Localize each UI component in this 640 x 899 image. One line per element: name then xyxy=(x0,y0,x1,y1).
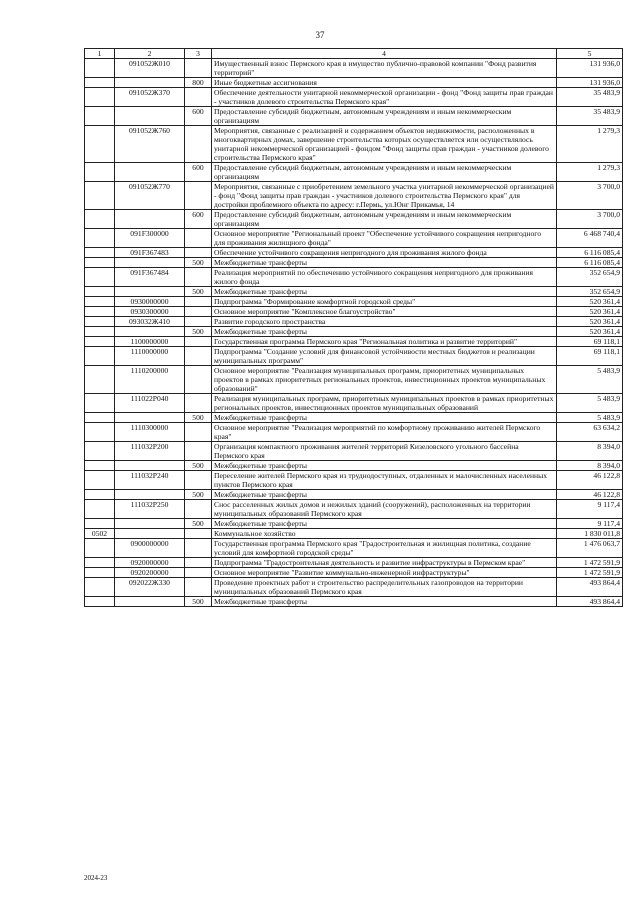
section-code-cell xyxy=(85,442,115,461)
section-code-cell xyxy=(85,490,115,500)
item-name-cell: Обеспечение устойчивого сокращения непригодного для проживания жилого фонда xyxy=(212,248,557,258)
table-row xyxy=(85,366,623,394)
item-name-cell: Мероприятия, связанные с приобретением земельного участка унитарной некоммерческой организацией - фонд "Фонд защиты прав граждан - участников долевого строительства Пермского края" для достройки проблемного объекта по адресу: г.Пермь, ул.Юнг Прикамья, 14 xyxy=(212,182,557,210)
expense-type-cell xyxy=(185,442,212,461)
expense-type-cell xyxy=(185,307,212,317)
expense-type-cell: 600 xyxy=(185,107,212,126)
expense-type-cell: 500 xyxy=(185,258,212,268)
expense-type-cell xyxy=(185,471,212,490)
amount-cell: 131 936,0 xyxy=(557,59,623,78)
amount-cell: 5 483,9 xyxy=(557,366,623,394)
item-name-cell: Развитие городского пространства xyxy=(212,317,557,327)
item-name-cell: Реализация мероприятий по обеспечению устойчивого сокращения непригодного для проживания жилого фонда xyxy=(212,268,557,287)
item-name-cell: Основное мероприятие "Реализация мероприятий по комфортному проживанию жителей Пермского края" xyxy=(212,423,557,442)
amount-cell: 46 122,8 xyxy=(557,471,623,490)
table-row xyxy=(85,258,623,268)
target-code-cell: 0900000000 xyxy=(115,539,185,558)
amount-cell: 3 700,0 xyxy=(557,182,623,210)
target-code-cell: 0920200000 xyxy=(115,568,185,578)
table-row xyxy=(85,210,623,229)
item-name-cell: Подпрограмма "Градостроительная деятельность и развитие инфраструктуры в Пермском крае" xyxy=(212,558,557,568)
header-col-4: 4 xyxy=(212,49,557,59)
amount-cell: 520 361,4 xyxy=(557,317,623,327)
section-code-cell xyxy=(85,539,115,558)
amount-cell: 1 472 591,9 xyxy=(557,568,623,578)
item-name-cell: Проведение проектных работ и строительство распределительных газопроводов на территории муниципальных образований Пермского края xyxy=(212,578,557,597)
item-name-cell: Межбюджетные трансферты xyxy=(212,461,557,471)
table-row xyxy=(85,126,623,163)
section-code-cell xyxy=(85,59,115,78)
amount-cell: 6 116 085,4 xyxy=(557,248,623,258)
expense-type-cell: 600 xyxy=(185,163,212,182)
table-row xyxy=(85,500,623,519)
expense-type-cell xyxy=(185,529,212,539)
item-name-cell: Организация компактного проживания жителей территорий Кизеловского угольного бассейна Пермского края xyxy=(212,442,557,461)
amount-cell: 35 483,9 xyxy=(557,88,623,107)
target-code-cell: 111032P200 xyxy=(115,442,185,461)
expense-type-cell xyxy=(185,182,212,210)
table-row xyxy=(85,347,623,366)
amount-cell: 352 654,9 xyxy=(557,268,623,287)
amount-cell: 63 634,2 xyxy=(557,423,623,442)
target-code-cell: 1100000000 xyxy=(115,337,185,347)
item-name-cell: Государственная программа Пермского края "Градостроительная и жилищная политика, создание условий для комфортной городской среды" xyxy=(212,539,557,558)
table-row xyxy=(85,229,623,248)
target-code-cell xyxy=(115,519,185,529)
section-code-cell xyxy=(85,519,115,529)
section-code-cell xyxy=(85,317,115,327)
expense-type-cell: 500 xyxy=(185,597,212,607)
table-row xyxy=(85,297,623,307)
item-name-cell: Основное мероприятие "Региональный проект "Обеспечение устойчивого сокращения непригодного для проживания жилищного фонда" xyxy=(212,229,557,248)
section-code-cell xyxy=(85,568,115,578)
section-code-cell xyxy=(85,163,115,182)
table-row xyxy=(85,578,623,597)
item-name-cell: Подпрограмма "Формирование комфортной городской среды" xyxy=(212,297,557,307)
section-code-cell xyxy=(85,88,115,107)
section-code-cell xyxy=(85,268,115,287)
header-col-5: 5 xyxy=(557,49,623,59)
amount-cell: 69 118,1 xyxy=(557,347,623,366)
target-code-cell xyxy=(115,413,185,423)
expense-type-cell: 500 xyxy=(185,287,212,297)
amount-cell: 352 654,9 xyxy=(557,287,623,297)
item-name-cell: Коммунальное хозяйство xyxy=(212,529,557,539)
target-code-cell xyxy=(115,597,185,607)
target-code-cell xyxy=(115,163,185,182)
target-code-cell: 092022Ж330 xyxy=(115,578,185,597)
section-code-cell xyxy=(85,337,115,347)
amount-cell: 3 700,0 xyxy=(557,210,623,229)
expense-type-cell xyxy=(185,229,212,248)
item-name-cell: Реализация муниципальных программ, приоритетных муниципальных проектов в рамках приоритетных региональных проектов, инвестиционных проектов муниципальных образований xyxy=(212,394,557,413)
amount-cell: 9 117,4 xyxy=(557,500,623,519)
target-code-cell xyxy=(115,490,185,500)
expense-type-cell xyxy=(185,394,212,413)
item-name-cell: Основное мероприятие "Развитие коммунально-инженерной инфраструктуры" xyxy=(212,568,557,578)
item-name-cell: Межбюджетные трансферты xyxy=(212,327,557,337)
header-col-2: 2 xyxy=(115,49,185,59)
section-code-cell xyxy=(85,327,115,337)
amount-cell: 1 830 011,8 xyxy=(557,529,623,539)
item-name-cell: Обеспечение деятельности унитарной некоммерческой организации - фонд "Фонд защиты прав граждан - участников долевого строительства Пермского края" xyxy=(212,88,557,107)
target-code-cell: 091052Ж770 xyxy=(115,182,185,210)
section-code-cell xyxy=(85,182,115,210)
section-code-cell xyxy=(85,307,115,317)
item-name-cell: Межбюджетные трансферты xyxy=(212,597,557,607)
table-row xyxy=(85,558,623,568)
amount-cell: 1 279,3 xyxy=(557,163,623,182)
section-code-cell xyxy=(85,287,115,297)
table-row xyxy=(85,442,623,461)
table-row xyxy=(85,539,623,558)
amount-cell: 6 468 740,4 xyxy=(557,229,623,248)
table-row xyxy=(85,568,623,578)
item-name-cell: Межбюджетные трансферты xyxy=(212,258,557,268)
target-code-cell xyxy=(115,529,185,539)
amount-cell: 1 279,3 xyxy=(557,126,623,163)
target-code-cell: 091052Ж370 xyxy=(115,88,185,107)
table-row xyxy=(85,413,623,423)
target-code-cell: 111022P040 xyxy=(115,394,185,413)
target-code-cell: 0920000000 xyxy=(115,558,185,568)
section-code-cell xyxy=(85,578,115,597)
expense-type-cell: 600 xyxy=(185,210,212,229)
target-code-cell: 111032P250 xyxy=(115,500,185,519)
item-name-cell: Государственная программа Пермского края "Региональная политика и развитие территорий" xyxy=(212,337,557,347)
expense-type-cell xyxy=(185,578,212,597)
section-code-cell xyxy=(85,297,115,307)
table-row xyxy=(85,182,623,210)
amount-cell: 69 118,1 xyxy=(557,337,623,347)
expense-type-cell xyxy=(185,248,212,258)
expense-type-cell xyxy=(185,297,212,307)
amount-cell: 6 116 085,4 xyxy=(557,258,623,268)
table-body xyxy=(85,59,623,607)
item-name-cell: Межбюджетные трансферты xyxy=(212,490,557,500)
section-code-cell xyxy=(85,413,115,423)
table-row xyxy=(85,59,623,78)
section-code-cell xyxy=(85,461,115,471)
table-row xyxy=(85,307,623,317)
target-code-cell: 1110200000 xyxy=(115,366,185,394)
amount-cell: 520 361,4 xyxy=(557,297,623,307)
footer-code: 2024-23 xyxy=(84,874,108,882)
item-name-cell: Иные бюджетные ассигнования xyxy=(212,78,557,88)
item-name-cell: Основное мероприятие "Комплексное благоустройство" xyxy=(212,307,557,317)
expense-type-cell: 500 xyxy=(185,413,212,423)
expense-type-cell xyxy=(185,347,212,366)
amount-cell: 520 361,4 xyxy=(557,307,623,317)
amount-cell: 46 122,8 xyxy=(557,490,623,500)
expense-type-cell xyxy=(185,423,212,442)
table-row xyxy=(85,490,623,500)
section-code-cell xyxy=(85,258,115,268)
target-code-cell: 111032P240 xyxy=(115,471,185,490)
amount-cell: 8 394,0 xyxy=(557,461,623,471)
table-row xyxy=(85,529,623,539)
expense-type-cell: 800 xyxy=(185,78,212,88)
expense-type-cell xyxy=(185,126,212,163)
target-code-cell: 0930300000 xyxy=(115,307,185,317)
amount-cell: 8 394,0 xyxy=(557,442,623,461)
table-row xyxy=(85,337,623,347)
expense-type-cell xyxy=(185,317,212,327)
section-code-cell xyxy=(85,126,115,163)
table-row xyxy=(85,107,623,126)
expense-type-cell: 500 xyxy=(185,327,212,337)
table-row xyxy=(85,317,623,327)
section-code-cell xyxy=(85,366,115,394)
header-col-1: 1 xyxy=(85,49,115,59)
section-code-cell xyxy=(85,78,115,88)
section-code-cell: 0502 xyxy=(85,529,115,539)
table-row xyxy=(85,287,623,297)
expense-type-cell xyxy=(185,500,212,519)
table-row xyxy=(85,471,623,490)
amount-cell: 5 483,9 xyxy=(557,413,623,423)
item-name-cell: Предоставление субсидий бюджетным, автономным учреждениям и иным некоммерческим организациям xyxy=(212,107,557,126)
amount-cell: 35 483,9 xyxy=(557,107,623,126)
item-name-cell: Переселение жителей Пермского края из труднодоступных, отдаленных и малочисленных населенных пунктов Пермского края xyxy=(212,471,557,490)
section-code-cell xyxy=(85,423,115,442)
target-code-cell: 091052Ж760 xyxy=(115,126,185,163)
item-name-cell: Предоставление субсидий бюджетным, автономным учреждениям и иным некоммерческим организациям xyxy=(212,210,557,229)
expense-type-cell: 500 xyxy=(185,490,212,500)
target-code-cell xyxy=(115,327,185,337)
expense-type-cell xyxy=(185,539,212,558)
expense-type-cell xyxy=(185,59,212,78)
amount-cell: 493 864,4 xyxy=(557,597,623,607)
amount-cell: 520 361,4 xyxy=(557,327,623,337)
expense-type-cell: 500 xyxy=(185,461,212,471)
table-row xyxy=(85,327,623,337)
target-code-cell xyxy=(115,107,185,126)
amount-cell: 493 864,4 xyxy=(557,578,623,597)
target-code-cell: 091F367483 xyxy=(115,248,185,258)
target-code-cell: 0930000000 xyxy=(115,297,185,307)
target-code-cell: 091F300000 xyxy=(115,229,185,248)
target-code-cell: 091F367484 xyxy=(115,268,185,287)
amount-cell: 1 472 591,9 xyxy=(557,558,623,568)
table-row xyxy=(85,423,623,442)
expense-type-cell xyxy=(185,268,212,287)
target-code-cell xyxy=(115,78,185,88)
target-code-cell xyxy=(115,210,185,229)
section-code-cell xyxy=(85,210,115,229)
table-row xyxy=(85,88,623,107)
item-name-cell: Подпрограмма "Создание условий для финансовой устойчивости местных бюджетов и реализации муниципальных программ" xyxy=(212,347,557,366)
section-code-cell xyxy=(85,500,115,519)
expense-type-cell xyxy=(185,366,212,394)
table-row xyxy=(85,248,623,258)
item-name-cell: Межбюджетные трансферты xyxy=(212,287,557,297)
table-row xyxy=(85,78,623,88)
budget-table xyxy=(84,48,623,607)
section-code-cell xyxy=(85,394,115,413)
expense-type-cell xyxy=(185,88,212,107)
page-number: 37 xyxy=(315,30,325,40)
item-name-cell: Снос расселенных жилых домов и нежилых зданий (сооружений), расположенных на территории муниципальных образований Пермского края xyxy=(212,500,557,519)
amount-cell: 1 476 063,7 xyxy=(557,539,623,558)
table-row xyxy=(85,394,623,413)
target-code-cell: 091052Ж010 xyxy=(115,59,185,78)
item-name-cell: Мероприятия, связанные с реализацией и содержанием объектов недвижимости, расположенных в многоквартирных домах, завершение строительства которых осуществляется или осуществлялось унитарной некоммерческой организацией - фондом "Фонд защиты прав граждан - участников долевого строительства Пермского края" xyxy=(212,126,557,163)
target-code-cell: 1110300000 xyxy=(115,423,185,442)
target-code-cell: 1110000000 xyxy=(115,347,185,366)
section-code-cell xyxy=(85,471,115,490)
target-code-cell: 093032Ж410 xyxy=(115,317,185,327)
amount-cell: 5 483,9 xyxy=(557,394,623,413)
item-name-cell: Основное мероприятие "Реализация муниципальных программ, приоритетных муниципальных проектов в рамках приоритетных региональных проектов, инвестиционных проектов муниципальных образований" xyxy=(212,366,557,394)
item-name-cell: Межбюджетные трансферты xyxy=(212,519,557,529)
amount-cell: 9 117,4 xyxy=(557,519,623,529)
item-name-cell: Межбюджетные трансферты xyxy=(212,413,557,423)
expense-type-cell xyxy=(185,568,212,578)
target-code-cell xyxy=(115,287,185,297)
section-code-cell xyxy=(85,597,115,607)
table-row xyxy=(85,268,623,287)
section-code-cell xyxy=(85,558,115,568)
table-row xyxy=(85,519,623,529)
target-code-cell xyxy=(115,461,185,471)
section-code-cell xyxy=(85,347,115,366)
target-code-cell xyxy=(115,258,185,268)
expense-type-cell: 500 xyxy=(185,519,212,529)
expense-type-cell xyxy=(185,337,212,347)
section-code-cell xyxy=(85,229,115,248)
table-row xyxy=(85,163,623,182)
item-name-cell: Имущественный взнос Пермского края в имущество публично-правовой компании "Фонд развития территорий" xyxy=(212,59,557,78)
table-row xyxy=(85,461,623,471)
item-name-cell: Предоставление субсидий бюджетным, автономным учреждениям и иным некоммерческим организациям xyxy=(212,163,557,182)
amount-cell: 131 936,0 xyxy=(557,78,623,88)
table-row xyxy=(85,597,623,607)
header-row xyxy=(85,49,623,59)
expense-type-cell xyxy=(185,558,212,568)
section-code-cell xyxy=(85,107,115,126)
header-col-3: 3 xyxy=(185,49,212,59)
section-code-cell xyxy=(85,248,115,258)
